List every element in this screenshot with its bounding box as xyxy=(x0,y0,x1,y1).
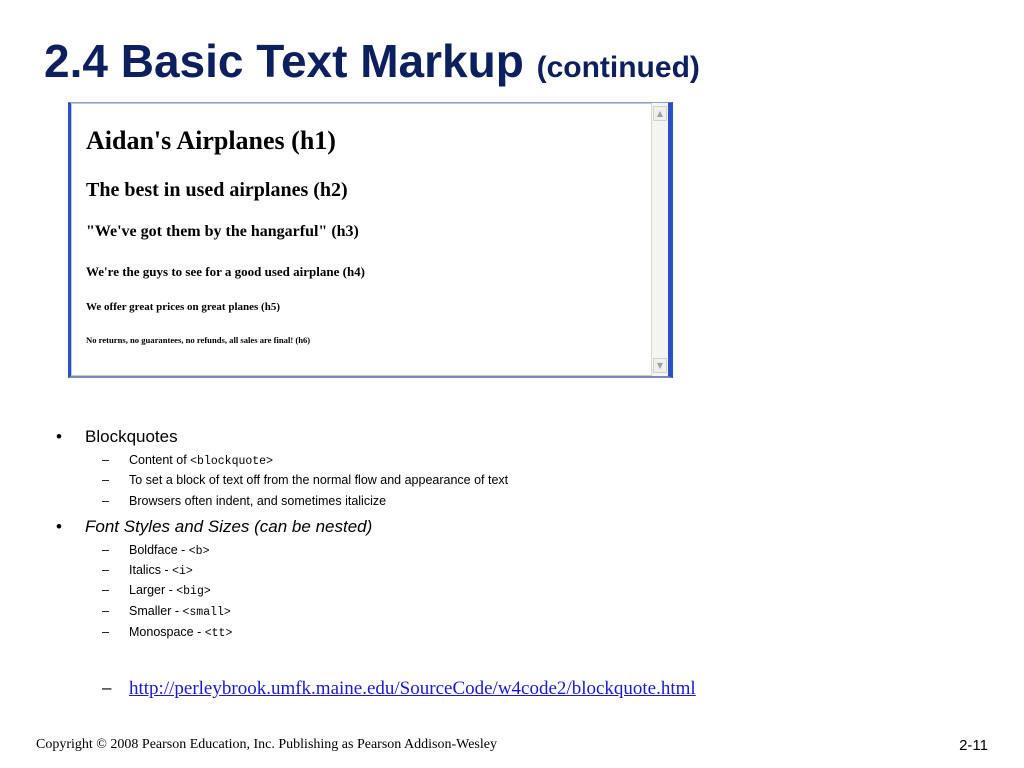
heading-h2: The best in used airplanes (h2) xyxy=(86,179,348,201)
dash-icon: – xyxy=(102,583,109,597)
dash-icon: – xyxy=(102,678,112,697)
code-tag: <tt> xyxy=(204,627,233,640)
bullet-label: Font Styles and Sizes (can be nested) xyxy=(85,517,373,536)
sub-bullet xyxy=(102,625,233,640)
slide-title-main: 2.4 Basic Text Markup xyxy=(44,35,524,87)
sub-bullet xyxy=(102,473,509,487)
bullet-blockquotes xyxy=(56,427,178,447)
sub-bullet-text: Italics - xyxy=(129,563,173,577)
bullet-font-styles xyxy=(56,517,373,537)
bullet-label: Blockquotes xyxy=(85,427,178,446)
dash-icon: – xyxy=(102,494,109,508)
dash-icon: – xyxy=(102,625,109,639)
heading-h1: Aidan's Airplanes (h1) xyxy=(86,126,336,155)
scroll-down-arrow-icon[interactable]: ▼ xyxy=(653,358,667,373)
sub-bullet-text: Boldface - xyxy=(129,543,189,557)
slide-title-suffix: (continued) xyxy=(536,51,700,84)
slide-title xyxy=(44,35,700,87)
bullet-dot-icon: • xyxy=(56,517,62,536)
sub-bullet-text: Content of xyxy=(129,453,191,467)
sub-bullet-text: To set a block of text off from the normal flow and appearance of text xyxy=(129,473,509,487)
sub-bullet-text: Monospace - xyxy=(129,625,205,639)
scroll-up-arrow-icon[interactable]: ▲ xyxy=(653,106,667,121)
dash-icon: – xyxy=(102,604,109,618)
copyright-footer: Copyright © 2008 Pearson Education, Inc. Publishing as Pearson Addison-Wesley xyxy=(36,737,497,752)
link-bullet xyxy=(102,678,696,700)
heading-h3: "We've got them by the hangarful" (h3) xyxy=(86,223,359,240)
code-tag: <big> xyxy=(176,585,211,598)
code-tag: <b> xyxy=(188,545,210,558)
blockquote-example-link[interactable]: http://perleybrook.umfk.maine.edu/SourceCode/w4code2/blockquote.html xyxy=(129,678,696,699)
heading-h6: No returns, no guarantees, no refunds, all sales are final! (h6) xyxy=(86,335,311,345)
dash-icon: – xyxy=(102,563,109,577)
dash-icon: – xyxy=(102,453,109,467)
code-tag: <i> xyxy=(172,565,193,578)
heading-h5: We offer great prices on great planes (h5) xyxy=(86,301,280,313)
browser-screenshot xyxy=(68,102,673,378)
dash-icon: – xyxy=(102,473,109,487)
page-number: 2-11 xyxy=(959,737,988,754)
browser-content-area xyxy=(71,103,651,376)
dash-icon: – xyxy=(102,543,109,557)
code-tag: <blockquote> xyxy=(190,455,273,468)
sub-bullet xyxy=(102,494,387,508)
sub-bullet xyxy=(102,563,193,578)
sub-bullet-text: Smaller - xyxy=(129,604,183,618)
sub-bullet xyxy=(102,543,210,558)
sub-bullet-text: Browsers often indent, and sometimes italicize xyxy=(129,494,387,508)
vertical-scrollbar[interactable] xyxy=(651,103,668,376)
heading-h4: We're the guys to see for a good used airplane (h4) xyxy=(86,264,366,279)
sub-bullet-text: Larger - xyxy=(129,583,177,597)
sub-bullet xyxy=(102,583,211,598)
sub-bullet xyxy=(102,604,231,619)
bullet-dot-icon: • xyxy=(56,427,62,446)
code-tag: <small> xyxy=(182,606,231,619)
sub-bullet xyxy=(102,453,273,468)
